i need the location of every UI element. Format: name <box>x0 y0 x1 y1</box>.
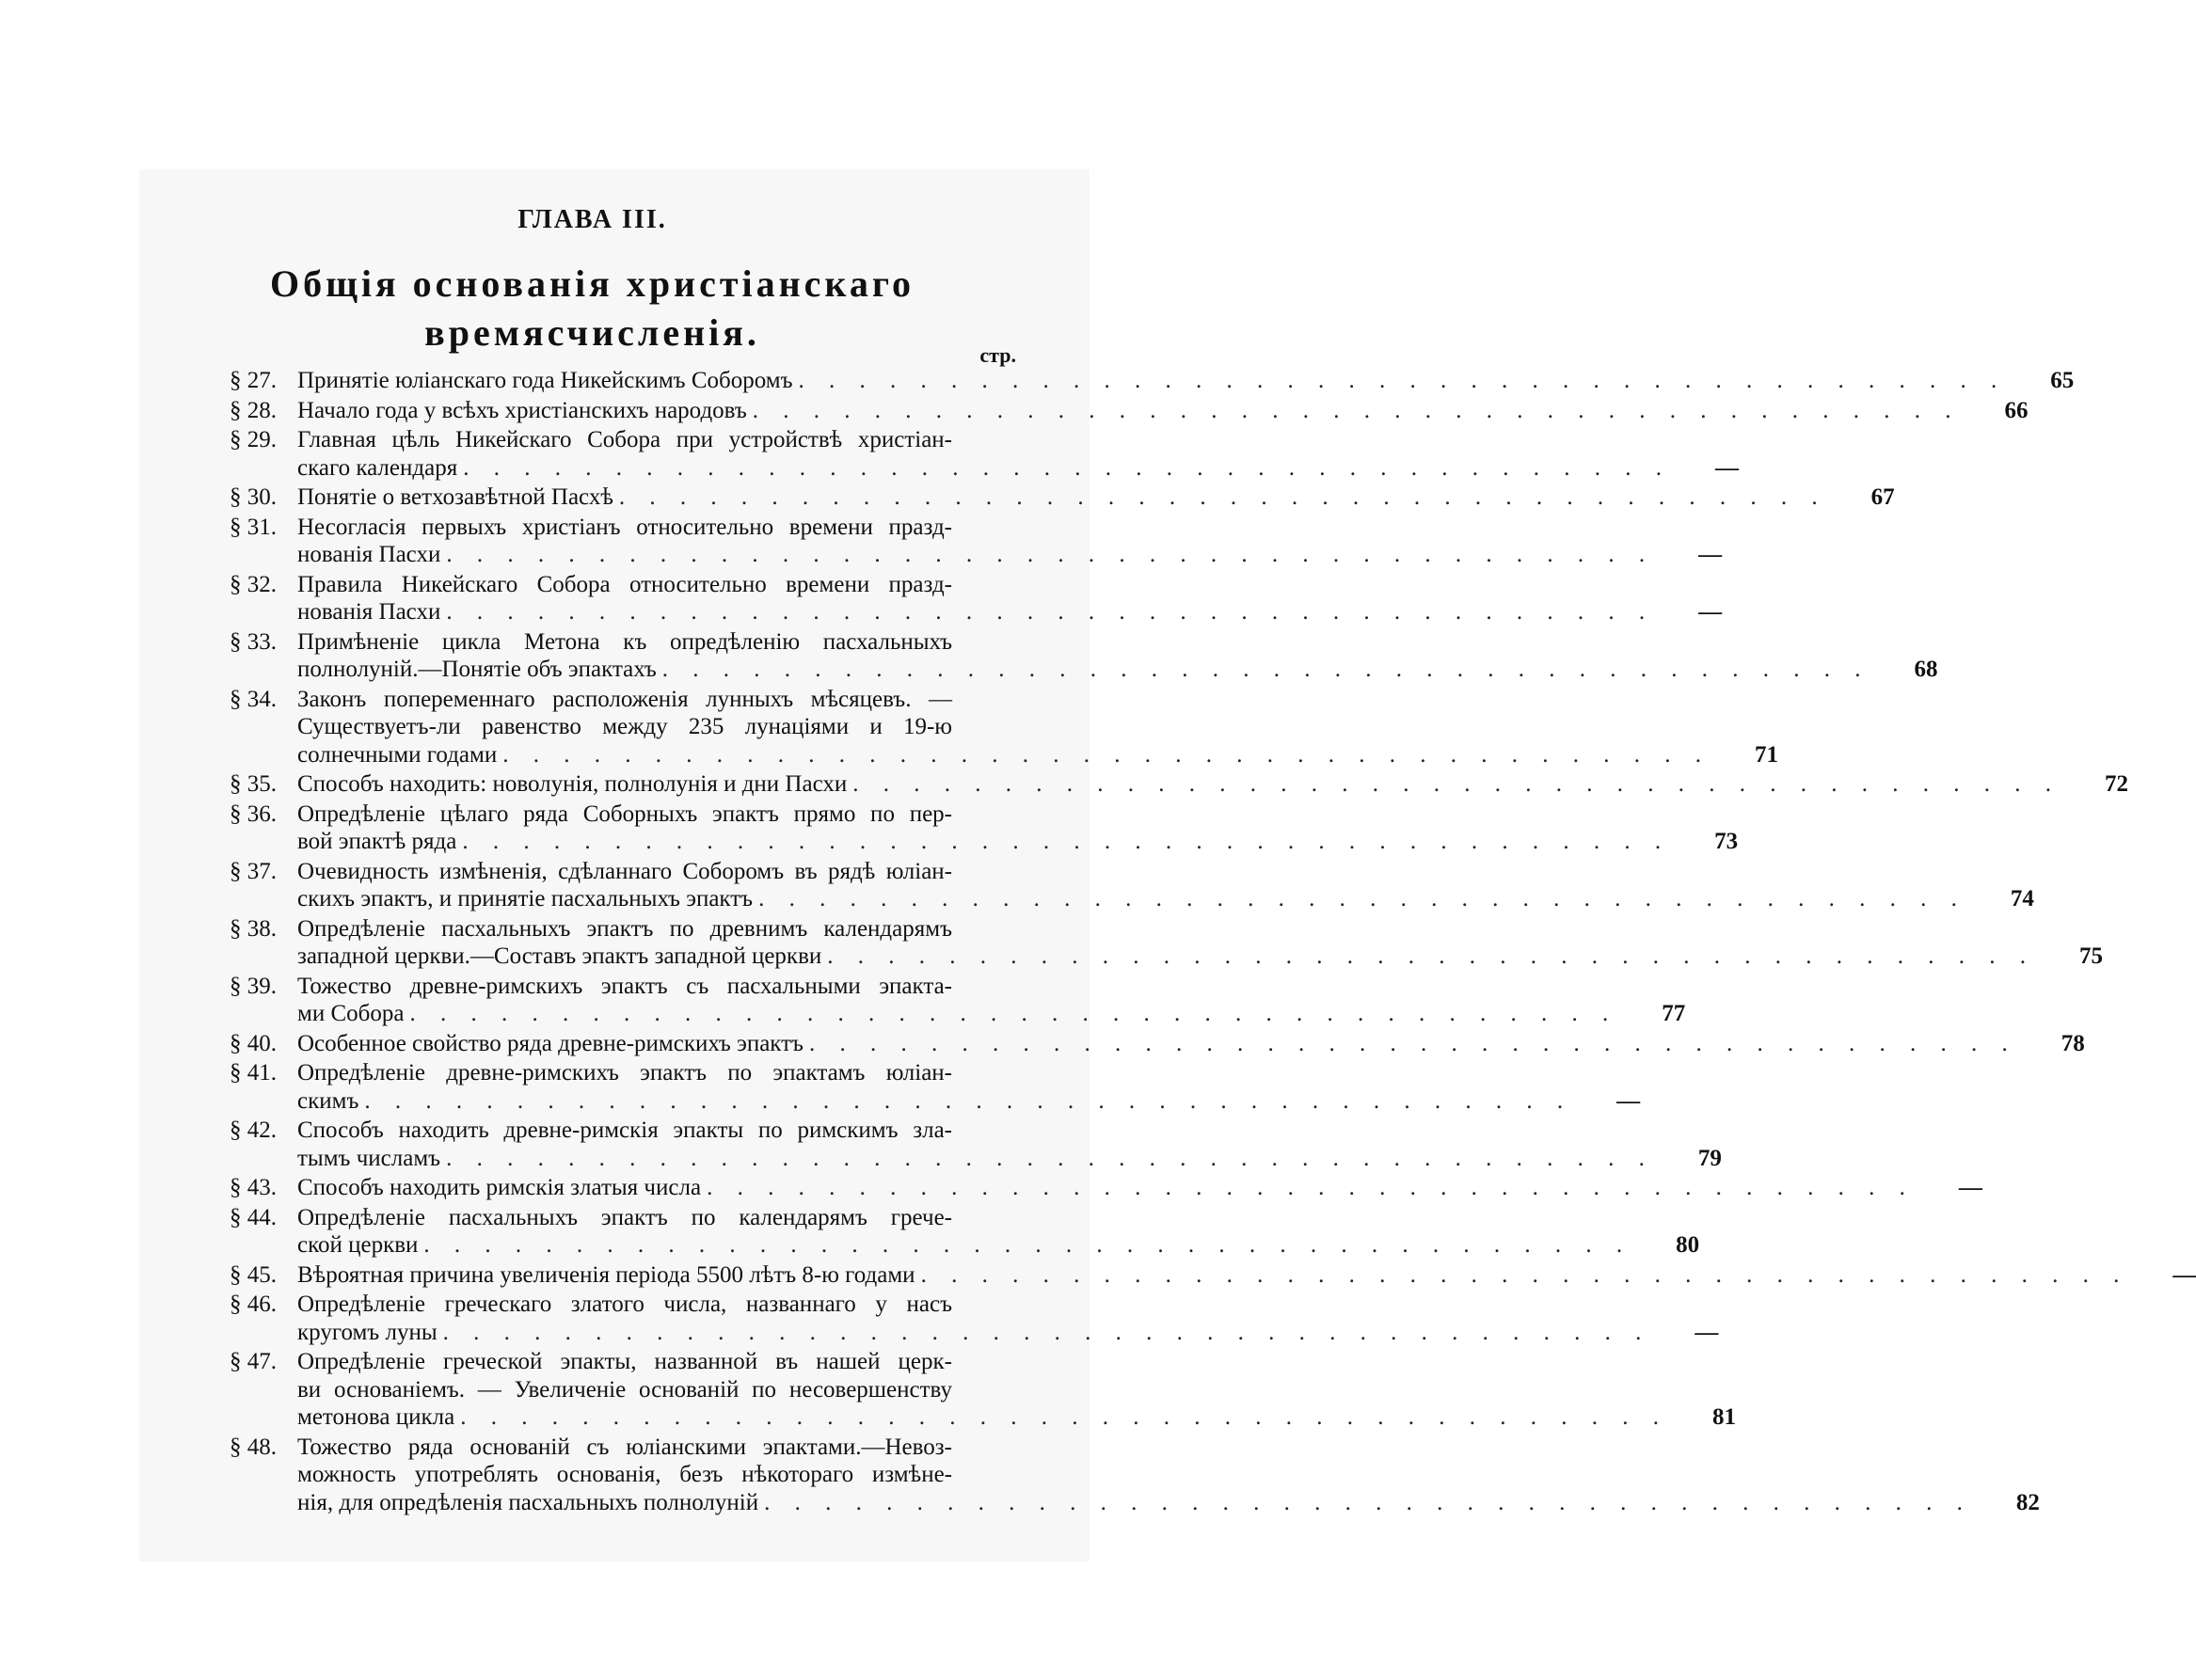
entry-line <box>297 571 1722 599</box>
entry-text-block <box>297 571 1722 626</box>
section-number: § 44. <box>230 1204 277 1230</box>
entry-line <box>297 1461 2040 1489</box>
dot-leader: . . . . . . . . . . . . . . . . . . . . . . . . . . . . . . . . . . . . . . . . <box>808 1030 2017 1056</box>
section-number: § 42. <box>230 1117 277 1143</box>
section-number: § 36. <box>230 800 277 827</box>
entry-title-text: Способъ находить: новолунія, полнолунія и дни Пасхи <box>297 771 848 797</box>
entry-title-text: нія, для опредѣленія пасхальныхъ полнолуній <box>297 1489 759 1515</box>
entry-text-block <box>297 1174 1982 1202</box>
page-number: — <box>1714 454 1739 481</box>
entry-line <box>297 828 1738 856</box>
dot-leader: . . . . . . . . . . . . . . . . . . . . . . . . . . . . . . . . . . . . . . . . <box>462 829 1671 854</box>
entry-title-text: Вѣроятная причина увеличенія періода 5500 лѣтъ 8-ю годами <box>297 1261 915 1288</box>
entry-title-text: ви основаніемъ. — Увеличеніе основаній по несовершенству <box>297 1376 952 1403</box>
entry-text-block <box>297 770 2128 799</box>
toc-entry <box>230 483 1895 512</box>
toc-entry <box>230 686 1778 769</box>
entry-title-text: солнечными годами <box>297 741 498 768</box>
toc-entry <box>230 1117 1722 1172</box>
dot-leader: . . . . . . . . . . . . . . . . . . . . . . . . . . . . . . . . . . . . . . . . <box>364 1087 1573 1114</box>
toc-entry <box>230 628 1938 684</box>
page-number: 81 <box>1711 1404 1736 1430</box>
entry-line <box>297 1059 1640 1087</box>
entry-title-text: западной церкви.—Составъ эпактъ западной церкви <box>297 943 822 969</box>
page-number: — <box>1695 1319 1719 1345</box>
entry-text-block <box>297 915 2103 971</box>
dot-leader: . . . . . . . . . . . . . . . . . . . . . . . . . . . . . . . . . . . . . . . . <box>502 741 1711 768</box>
entry-line <box>297 973 1685 1001</box>
entry-line <box>297 1087 1640 1116</box>
section-number: § 45. <box>230 1261 277 1288</box>
entry-title-text: кругомъ луны <box>297 1319 438 1345</box>
dot-leader: . . . . . . . . . . . . . . . . . . . . . . . . . . . . . . . . . . . . . . . . <box>752 397 1961 423</box>
page-number: — <box>1616 1087 1641 1114</box>
toc-entry <box>230 770 2128 799</box>
entry-text-block <box>297 1204 1699 1260</box>
entry-title-text: Начало года у всѣхъ христіанскихъ народовъ <box>297 397 747 423</box>
entry-line <box>297 454 1739 483</box>
entry-title-text: нованія Пасхи <box>297 542 441 567</box>
chapter-title-line-1: Общія основанія христіанскаго <box>269 262 915 305</box>
entry-line <box>297 1489 2040 1517</box>
toc-entry <box>230 1261 2196 1290</box>
entry-line <box>297 686 1778 714</box>
section-number: § 39. <box>230 973 277 999</box>
entry-line <box>297 397 2029 425</box>
entry-text-block <box>297 628 1938 684</box>
page-number: 77 <box>1662 1001 1686 1026</box>
toc-entry <box>230 1204 1700 1260</box>
page-number: 72 <box>2104 771 2128 797</box>
entry-title-text: Несогласія первыхъ христіанъ относительно времени празд- <box>297 514 952 540</box>
dot-leader: . . . . . . . . . . . . . . . . . . . . . . . . . . . . . . . . . . . . . . . . <box>460 1404 1668 1430</box>
toc-entry <box>230 1030 2085 1058</box>
toc-entry <box>230 1348 1736 1432</box>
table-of-contents <box>230 367 2196 1518</box>
toc-entry <box>230 1059 1641 1115</box>
entry-text-block <box>297 1434 2040 1517</box>
toc-entry <box>230 571 1723 626</box>
entry-text-block <box>297 397 2029 425</box>
entry-title-text: скихъ эпактъ, и принятіе пасхальныхъ эпактъ <box>297 886 754 911</box>
entry-text-block <box>297 1117 1722 1172</box>
entry-line <box>297 1204 1699 1232</box>
entry-title-text: вой эпактѣ ряда <box>297 829 457 854</box>
page-number: 80 <box>1676 1232 1700 1258</box>
entry-line <box>297 1403 1736 1432</box>
toc-entry <box>230 1434 2040 1517</box>
entry-title-text: Примѣненіе цикла Метона къ опредѣленію пасхальныхъ <box>297 628 952 655</box>
entry-text-block <box>297 514 1722 569</box>
section-number: § 32. <box>230 571 277 597</box>
section-number: § 29. <box>230 427 277 452</box>
dot-leader: . . . . . . . . . . . . . . . . . . . . . . . . . . . . . . . . . . . . . . . . <box>758 886 1966 911</box>
page-number: 75 <box>2079 943 2104 969</box>
entry-title-text: Опредѣленіе пасхальныхъ эпактъ по древнимъ календарямъ <box>297 915 952 942</box>
page-number: 74 <box>2010 886 2034 911</box>
dot-leader: . . . . . . . . . . . . . . . . . . . . . . . . . . . . . . . . . . . . . . . . <box>442 1319 1651 1345</box>
section-number: § 43. <box>230 1175 277 1200</box>
section-number: § 31. <box>230 514 277 540</box>
section-number: § 41. <box>230 1060 277 1086</box>
entry-line <box>297 1319 1718 1347</box>
page-number: 66 <box>2004 397 2029 423</box>
dot-leader: . . . . . . . . . . . . . . . . . . . . . . . . . . . . . . . . . . . . . . . . <box>707 1175 1915 1200</box>
entry-line <box>297 656 1938 684</box>
entry-text-block <box>297 973 1685 1028</box>
entry-line <box>297 1348 1736 1376</box>
entry-title-text: Существуетъ-ли равенство между 235 лунаціями и 19-ю <box>297 714 952 739</box>
section-number: § 28. <box>230 397 277 423</box>
entry-line <box>297 1000 1685 1028</box>
section-number: § 35. <box>230 771 277 797</box>
entry-title-text: Способъ находить римскія златыя числа <box>297 1175 702 1200</box>
entry-line <box>297 885 2034 913</box>
dot-leader: . . . . . . . . . . . . . . . . . . . . . . . . . . . . . . . . . . . . . . . . <box>618 484 1827 510</box>
toc-entry <box>230 973 1686 1028</box>
entry-title-text: Опредѣленіе пасхальныхъ эпактъ по календарямъ грече- <box>297 1204 952 1230</box>
entry-text-block <box>297 1348 1736 1432</box>
entry-title-text: Способъ находить древне-римскія эпакты по римскимъ зла- <box>297 1117 952 1143</box>
entry-title-text: скимъ <box>297 1087 359 1114</box>
section-number: § 27. <box>230 368 277 393</box>
chapter-heading: ГЛАВА III. <box>517 205 667 234</box>
section-number: § 40. <box>230 1030 277 1056</box>
entry-title-text: тымъ числамъ <box>297 1145 441 1171</box>
entry-line <box>297 1434 2040 1462</box>
entry-line <box>297 858 2034 886</box>
section-number: § 48. <box>230 1434 277 1460</box>
page-number: — <box>1698 599 1723 625</box>
toc-entry <box>230 397 2029 425</box>
entry-text-block <box>297 483 1895 512</box>
chapter-title-line-2: времясчисленія. <box>424 311 760 354</box>
entry-line <box>297 1376 1736 1404</box>
dot-leader: . . . . . . . . . . . . . . . . . . . . . . . . . . . . . . . . . . . . . . . . <box>446 599 1655 625</box>
dot-leader: . . . . . . . . . . . . . . . . . . . . . . . . . . . . . . . . . . . . . . . . <box>409 1001 1618 1026</box>
entry-title-text: ской церкви <box>297 1232 419 1258</box>
entry-title-text: Понятіе о ветхозавѣтной Пасхѣ <box>297 484 613 510</box>
page-number: 79 <box>1697 1145 1722 1171</box>
entry-line <box>297 514 1722 542</box>
entry-title-text: можность употреблять основанія, безъ нѣкотораго измѣне- <box>297 1462 952 1487</box>
entry-line <box>297 483 1895 512</box>
entry-text-block <box>297 800 1738 856</box>
toc-entry <box>230 426 1739 482</box>
dot-leader: . . . . . . . . . . . . . . . . . . . . . . . . . . . . . . . . . . . . . . . . <box>798 368 2007 393</box>
page-number: — <box>1958 1175 1982 1200</box>
page-number: — <box>1698 542 1723 567</box>
dot-leader: . . . . . . . . . . . . . . . . . . . . . . . . . . . . . . . . . . . . . . . . <box>827 943 2036 969</box>
toc-entry <box>230 514 1723 569</box>
page-column-label: стр. <box>979 343 1016 367</box>
toc-entry <box>230 1291 1719 1346</box>
section-number: § 33. <box>230 628 277 655</box>
dot-leader: . . . . . . . . . . . . . . . . . . . . . . . . . . . . . . . . . . . . . . . . <box>423 1232 1632 1258</box>
entry-line <box>297 541 1722 569</box>
entry-line <box>297 1174 1982 1202</box>
entry-line <box>297 1117 1722 1145</box>
dot-leader: . . . . . . . . . . . . . . . . . . . . . . . . . . . . . . . . . . . . . . . . <box>852 771 2061 797</box>
section-number: § 38. <box>230 915 277 942</box>
entry-line <box>297 1261 2196 1290</box>
entry-title-text: Законъ попеременнаго расположенія лунныхъ мѣсяцевъ. — <box>297 686 952 712</box>
entry-text-block <box>297 426 1739 482</box>
entry-line <box>297 598 1722 626</box>
page-number: — <box>2172 1261 2196 1288</box>
page-number: 71 <box>1754 741 1778 768</box>
entry-line <box>297 770 2128 799</box>
entry-line <box>297 426 1739 454</box>
entry-line <box>297 367 2074 395</box>
toc-entry <box>230 367 2075 395</box>
page-number: 82 <box>2015 1489 2040 1515</box>
entry-title-text: ми Собора <box>297 1001 405 1026</box>
entry-text-block <box>297 1261 2196 1290</box>
page-number: 78 <box>2061 1030 2085 1056</box>
dot-leader: . . . . . . . . . . . . . . . . . . . . . . . . . . . . . . . . . . . . . . . . <box>764 1489 1972 1515</box>
section-number: § 46. <box>230 1292 277 1317</box>
entry-line <box>297 1030 2085 1058</box>
entry-text-block <box>297 367 2074 395</box>
page-number: 68 <box>1914 657 1938 682</box>
entry-title-text: Принятіе юліанскаго года Никейскимъ Соборомъ <box>297 368 793 393</box>
entry-line <box>297 1291 1718 1319</box>
entry-line <box>297 915 2103 943</box>
entry-line <box>297 800 1738 829</box>
entry-text-block <box>297 1059 1640 1115</box>
entry-title-text: Опредѣленіе цѣлаго ряда Соборныхъ эпактъ прямо по пер- <box>297 800 952 827</box>
toc-entry <box>230 915 2104 971</box>
entry-title-text: Особенное свойство ряда древне-римскихъ эпактъ <box>297 1030 804 1056</box>
toc-entry <box>230 1174 1982 1202</box>
entry-title-text: Правила Никейскаго Собора относительно времени празд- <box>297 571 952 597</box>
section-number: § 30. <box>230 484 277 510</box>
toc-entry <box>230 858 2034 913</box>
entry-text-block <box>297 1030 2085 1058</box>
entry-title-text: Опредѣленіе греческой эпакты, названной въ нашей церк- <box>297 1349 952 1374</box>
entry-title-text: полнолуній.—Понятіе объ эпактахъ <box>297 657 657 682</box>
section-number: § 34. <box>230 686 277 712</box>
entry-title-text: Тожество древне-римскихъ эпактъ съ пасхальными эпакта- <box>297 973 952 999</box>
entry-title-text: нованія Пасхи <box>297 599 441 625</box>
entry-line <box>297 1231 1699 1260</box>
section-number: § 47. <box>230 1349 277 1374</box>
entry-title-text: метонова цикла <box>297 1404 455 1430</box>
entry-line <box>297 1145 1722 1173</box>
entry-line <box>297 741 1778 769</box>
dot-leader: . . . . . . . . . . . . . . . . . . . . . . . . . . . . . . . . . . . . . . . . <box>661 657 1870 682</box>
dot-leader: . . . . . . . . . . . . . . . . . . . . . . . . . . . . . . . . . . . . . . . . <box>446 1145 1654 1171</box>
dot-leader: . . . . . . . . . . . . . . . . . . . . . . . . . . . . . . . . . . . . . . . . <box>920 1261 2129 1288</box>
dot-leader: . . . . . . . . . . . . . . . . . . . . . . . . . . . . . . . . . . . . . . . . <box>463 454 1671 481</box>
toc-entry <box>230 800 1739 856</box>
entry-line <box>297 713 1778 741</box>
entry-title-text: Главная цѣль Никейскаго Собора при устройствѣ христіан- <box>297 427 952 452</box>
page-number: 65 <box>2050 368 2075 393</box>
page-number: 67 <box>1870 484 1895 510</box>
entry-title-text: Тожество ряда основаній съ юліанскими эпактами.—Невоз- <box>297 1434 952 1460</box>
entry-line <box>297 628 1938 657</box>
entry-title-text: Опредѣленіе греческаго златого числа, названнаго у насъ <box>297 1292 952 1317</box>
entry-title-text: скаго календаря <box>297 454 458 481</box>
entry-title-text: Опредѣленіе древне-римскихъ эпактъ по эпактамъ юліан- <box>297 1060 952 1086</box>
section-number: § 37. <box>230 858 277 884</box>
entry-text-block <box>297 1291 1718 1346</box>
dot-leader: . . . . . . . . . . . . . . . . . . . . . . . . . . . . . . . . . . . . . . . . <box>446 542 1655 567</box>
entry-line <box>297 943 2103 971</box>
entry-text-block <box>297 858 2034 913</box>
entry-text-block <box>297 686 1778 769</box>
entry-title-text: Очевидность измѣненія, сдѣланнаго Соборомъ въ рядѣ юліан- <box>297 858 952 884</box>
page-number: 73 <box>1714 829 1739 854</box>
